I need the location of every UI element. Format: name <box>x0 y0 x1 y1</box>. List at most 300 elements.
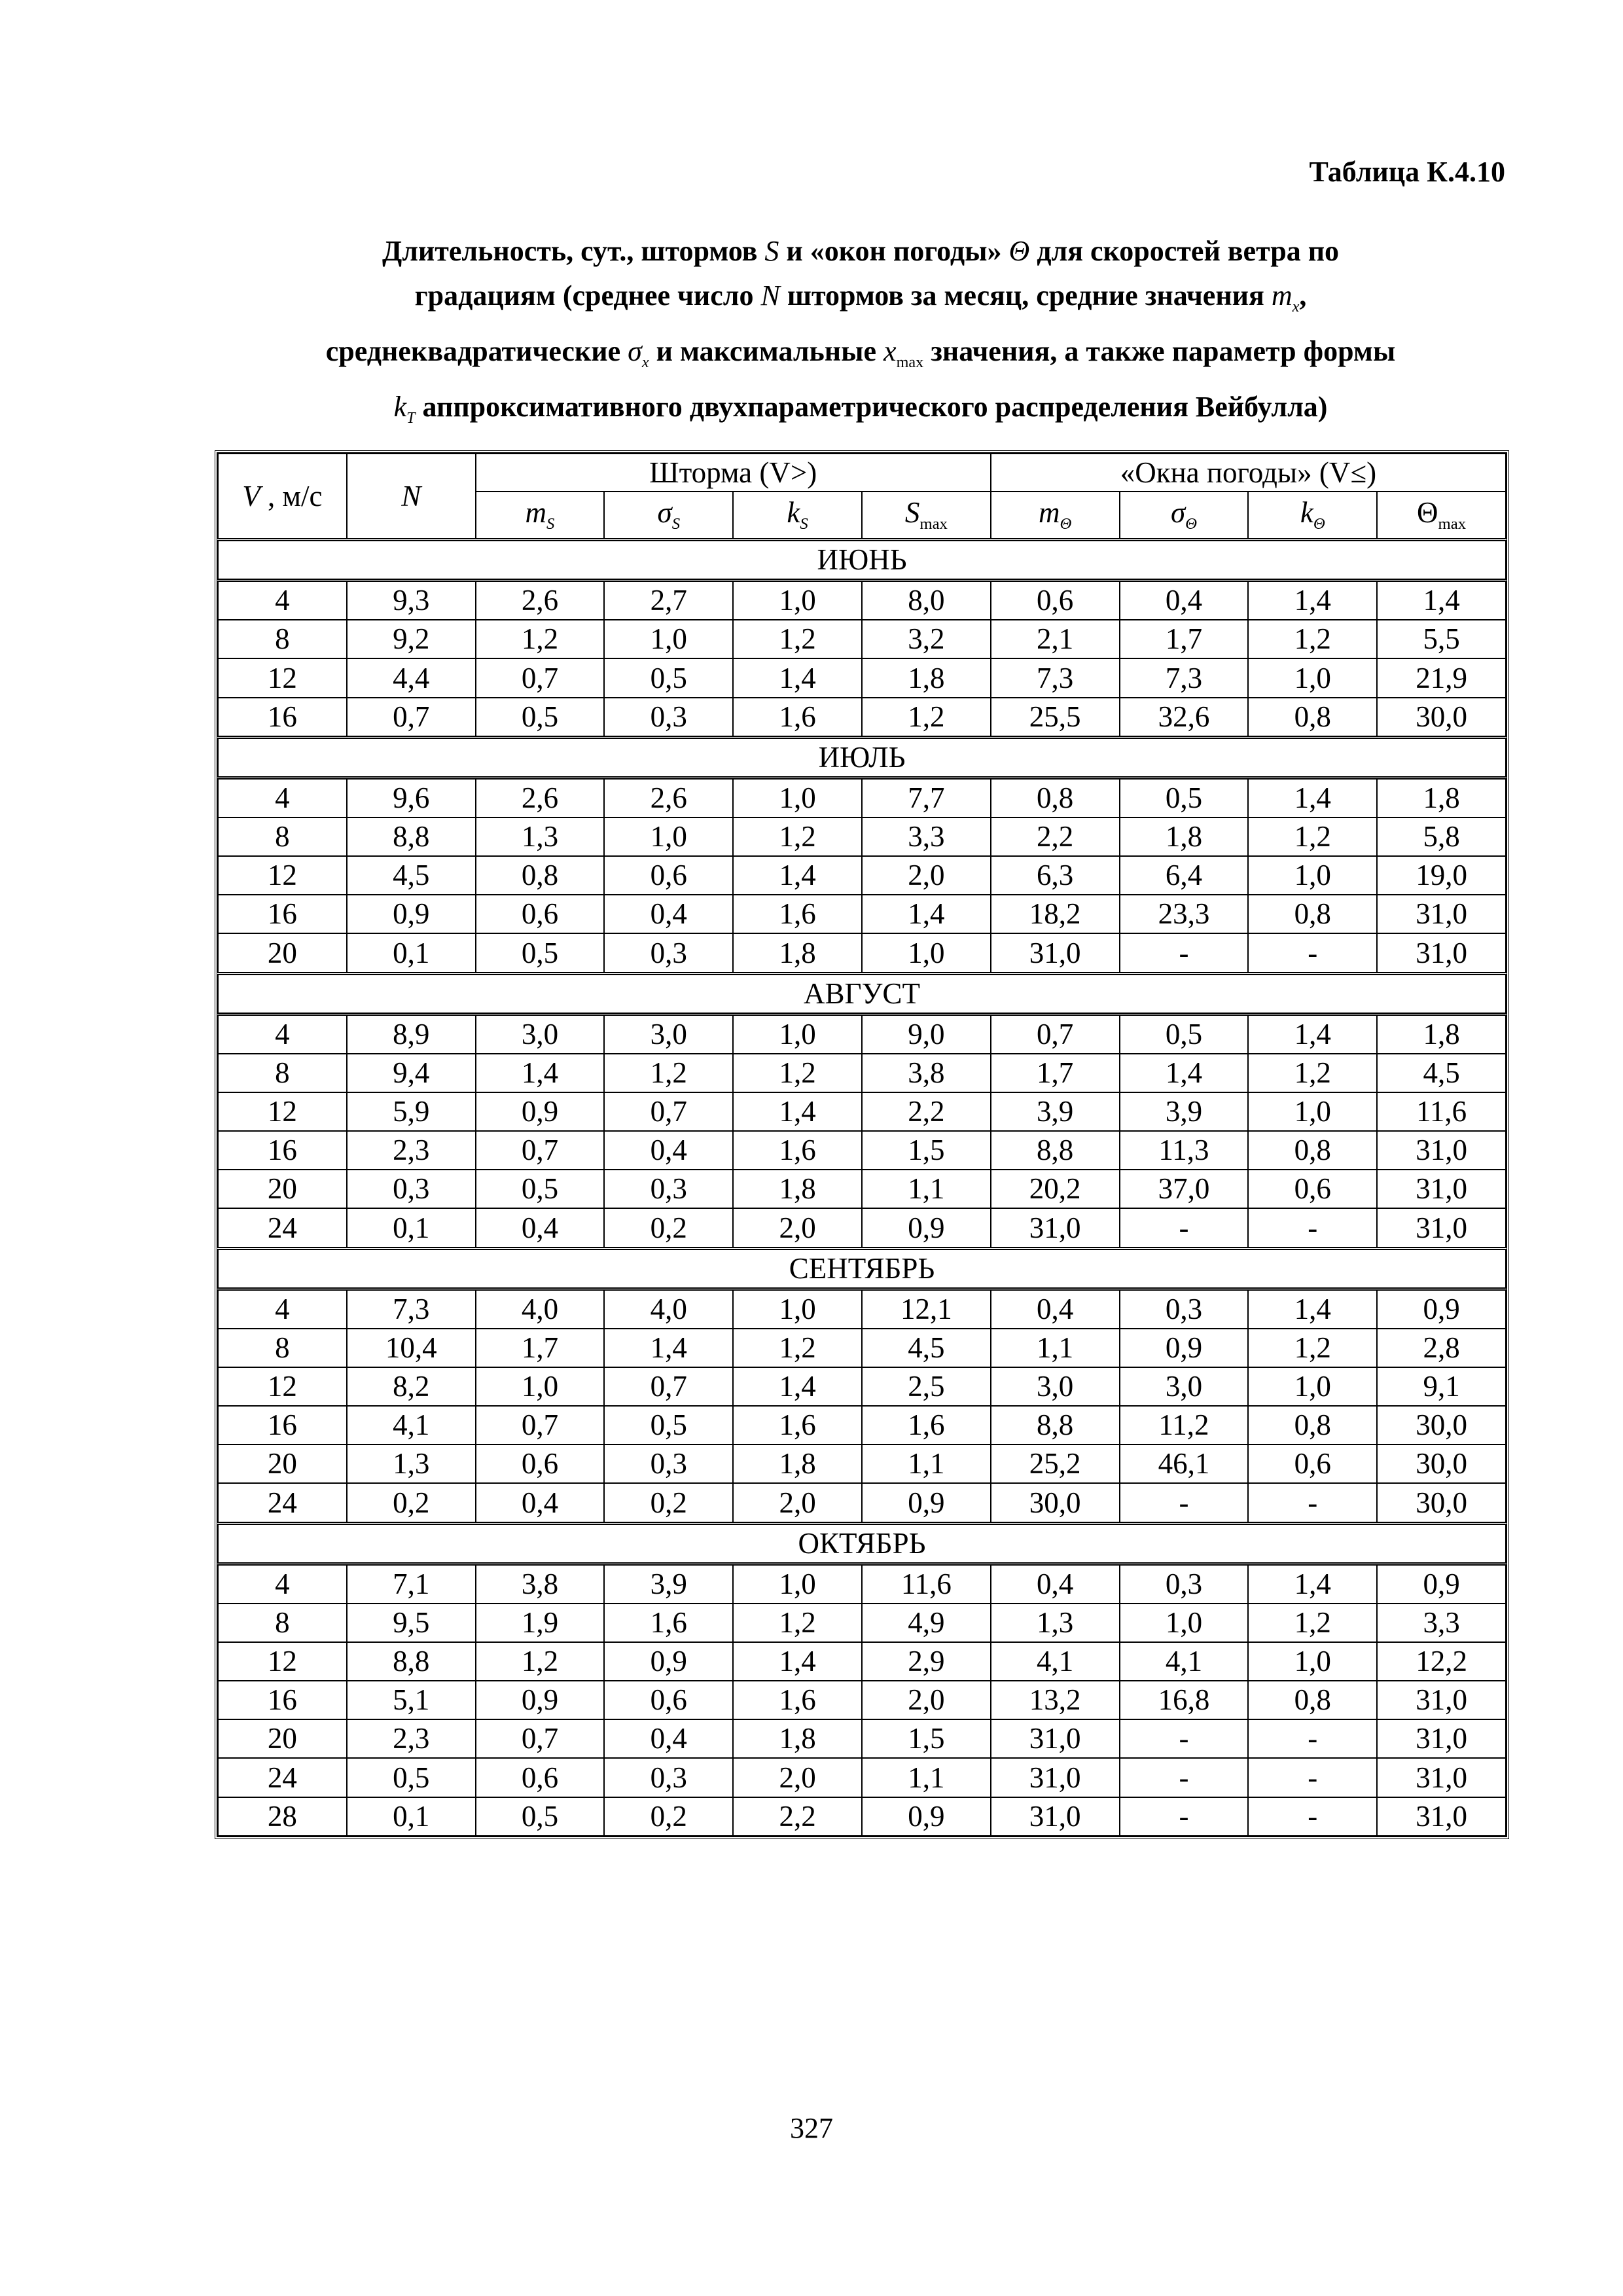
table-cell: 2,0 <box>733 1208 862 1248</box>
table-cell: 1,0 <box>604 817 733 856</box>
table-cell: 0,5 <box>1120 778 1249 817</box>
table-cell: 0,9 <box>1377 1564 1506 1604</box>
table-body <box>218 540 1506 1837</box>
caption-subscript-x: x <box>1292 297 1300 315</box>
caption-symbol-m: m <box>1271 279 1293 312</box>
table-cell: 4,4 <box>347 658 476 697</box>
table-cell: - <box>1120 1758 1249 1797</box>
caption-text: и максимальные <box>649 334 884 367</box>
table-cell: 0,3 <box>347 1170 476 1208</box>
table-cell: 1,4 <box>862 895 991 933</box>
table-cell: 1,6 <box>733 698 862 738</box>
table-cell: 1,6 <box>604 1604 733 1642</box>
table-cell: 0,6 <box>1248 1170 1377 1208</box>
table-cell: 16 <box>218 1406 347 1444</box>
col-header-mean-s <box>476 492 605 540</box>
table-cell: 12 <box>218 856 347 895</box>
table-cell: 25,5 <box>991 698 1120 738</box>
table-cell: 1,7 <box>476 1329 605 1367</box>
table-cell: 11,6 <box>862 1564 991 1604</box>
col-symbol: k <box>1300 495 1313 529</box>
table-cell: 0,3 <box>1120 1564 1249 1604</box>
col-subscript: max <box>1438 514 1467 533</box>
table-row <box>218 778 1506 817</box>
table-cell: 1,7 <box>991 1054 1120 1092</box>
table-cell: 0,7 <box>476 1719 605 1758</box>
table-cell: 0,8 <box>476 856 605 895</box>
table-cell: - <box>1120 1208 1249 1248</box>
table-cell: - <box>1120 1719 1249 1758</box>
group-header-weather-windows: «Окна погоды» (V≤) <box>991 454 1506 492</box>
table-cell: 1,2 <box>862 698 991 738</box>
month-label: ИЮЛЬ <box>218 737 1506 778</box>
table-cell: 12 <box>218 1092 347 1131</box>
table-cell: 24 <box>218 1208 347 1248</box>
table-cell: 2,7 <box>604 581 733 620</box>
table-row <box>218 1642 1506 1681</box>
table-cell: 0,1 <box>347 933 476 973</box>
table-cell: 1,8 <box>733 1170 862 1208</box>
table-cell: 0,5 <box>476 698 605 738</box>
table-row <box>218 658 1506 697</box>
caption-symbol-k: k <box>393 390 407 423</box>
table-cell: 2,0 <box>733 1758 862 1797</box>
table-cell: 1,8 <box>733 1719 862 1758</box>
table-cell: 1,9 <box>476 1604 605 1642</box>
col-header-max-s <box>862 492 991 540</box>
table-cell: 0,6 <box>604 856 733 895</box>
table-cell: 1,0 <box>733 581 862 620</box>
table-cell: 0,7 <box>476 658 605 697</box>
col-symbol: S <box>904 495 920 529</box>
table-cell: 0,4 <box>991 1289 1120 1329</box>
table-cell: 30,0 <box>1377 698 1506 738</box>
table-cell: 1,6 <box>733 1131 862 1170</box>
table-cell: 8,8 <box>347 1642 476 1681</box>
table-cell: 2,5 <box>862 1367 991 1406</box>
table-cell: 8,0 <box>862 581 991 620</box>
caption-symbol-s: S <box>764 235 779 267</box>
table-cell: 0,7 <box>604 1092 733 1131</box>
table-cell: 2,0 <box>862 856 991 895</box>
table-cell: 0,5 <box>476 933 605 973</box>
table-cell: 1,7 <box>1120 620 1249 658</box>
table-cell: 9,1 <box>1377 1367 1506 1406</box>
table-cell: 9,2 <box>347 620 476 658</box>
table-cell: 0,5 <box>476 1797 605 1836</box>
table-cell: 10,4 <box>347 1329 476 1367</box>
table-cell: 4 <box>218 1564 347 1604</box>
table-cell: 3,0 <box>991 1367 1120 1406</box>
caption-line-3 <box>216 329 1505 385</box>
table-cell: 31,0 <box>991 1797 1120 1836</box>
table-cell: 1,2 <box>733 1054 862 1092</box>
table-cell: 0,8 <box>1248 1406 1377 1444</box>
table-cell: 1,5 <box>862 1719 991 1758</box>
table-cell: 12 <box>218 658 347 697</box>
table-cell: 8,9 <box>347 1014 476 1054</box>
table-cell: 1,4 <box>1377 581 1506 620</box>
table-cell: 0,8 <box>1248 1131 1377 1170</box>
table-cell: 1,1 <box>991 1329 1120 1367</box>
table-cell: 2,6 <box>604 778 733 817</box>
table-cell: 5,5 <box>1377 620 1506 658</box>
table-cell: 9,0 <box>862 1014 991 1054</box>
table-cell: 1,0 <box>862 933 991 973</box>
table-cell: 0,1 <box>347 1797 476 1836</box>
table-cell: 0,5 <box>604 1406 733 1444</box>
table-cell: 32,6 <box>1120 698 1249 738</box>
table-cell: 18,2 <box>991 895 1120 933</box>
table-cell: 20,2 <box>991 1170 1120 1208</box>
table-cell: - <box>1120 1797 1249 1836</box>
caption-symbol-x: x <box>883 334 897 367</box>
table-row <box>218 895 1506 933</box>
table-cell: 0,5 <box>476 1170 605 1208</box>
table-cell: 0,4 <box>1120 581 1249 620</box>
table-cell: - <box>1248 933 1377 973</box>
table-cell: 0,3 <box>604 698 733 738</box>
table-cell: 24 <box>218 1758 347 1797</box>
table-cell: 0,2 <box>604 1483 733 1523</box>
table-cell: 1,8 <box>733 933 862 973</box>
table-cell: 1,4 <box>604 1329 733 1367</box>
table-row <box>218 1367 1506 1406</box>
table-cell: 7,3 <box>991 658 1120 697</box>
table-cell: 3,9 <box>604 1564 733 1604</box>
month-row <box>218 1248 1506 1289</box>
table-cell: 1,4 <box>1248 1564 1377 1604</box>
table-cell: 0,3 <box>1120 1289 1249 1329</box>
table-cell: 0,6 <box>476 1758 605 1797</box>
table-cell: 0,3 <box>604 1758 733 1797</box>
table-cell: 2,2 <box>991 817 1120 856</box>
table-cell: 2,3 <box>347 1131 476 1170</box>
table-row <box>218 1329 1506 1367</box>
table-cell: 6,3 <box>991 856 1120 895</box>
month-row <box>218 973 1506 1014</box>
table-row <box>218 1681 1506 1719</box>
table-cell: 8 <box>218 1329 347 1367</box>
caption-subscript-max: max <box>896 353 924 371</box>
table-cell: 5,8 <box>1377 817 1506 856</box>
table-cell: 1,4 <box>1248 778 1377 817</box>
table-cell: 5,1 <box>347 1681 476 1719</box>
table-cell: 31,0 <box>991 1719 1120 1758</box>
table-number: Таблица К.4.10 <box>1309 156 1505 188</box>
table-cell: 0,6 <box>476 1444 605 1483</box>
table-cell: 31,0 <box>991 1758 1120 1797</box>
table-cell: 4,5 <box>347 856 476 895</box>
table-cell: 0,2 <box>347 1483 476 1523</box>
group-header-storms: Шторма (V>) <box>476 454 991 492</box>
table-cell: 1,4 <box>1248 581 1377 620</box>
table-cell: 1,2 <box>1248 1604 1377 1642</box>
table-row <box>218 1604 1506 1642</box>
table-cell: 1,8 <box>1120 817 1249 856</box>
col-header-n <box>347 454 476 540</box>
table-cell: 1,4 <box>1248 1014 1377 1054</box>
col-subscript: Θ <box>1185 514 1198 533</box>
table-cell: 1,8 <box>1377 778 1506 817</box>
caption-symbol-sigma: σ <box>628 334 642 367</box>
table-cell: 3,8 <box>476 1564 605 1604</box>
table-cell: 8 <box>218 1054 347 1092</box>
table-cell: 1,3 <box>476 817 605 856</box>
table-cell: 20 <box>218 1719 347 1758</box>
table-cell: 8,8 <box>991 1406 1120 1444</box>
table-cell: 1,3 <box>347 1444 476 1483</box>
table-cell: 2,1 <box>991 620 1120 658</box>
table-cell: 0,3 <box>604 933 733 973</box>
col-symbol: Θ <box>1417 495 1438 529</box>
table-cell: 1,2 <box>1248 817 1377 856</box>
caption-symbol-theta: Θ <box>1008 235 1030 267</box>
table-cell: 8 <box>218 620 347 658</box>
table-cell: 9,4 <box>347 1054 476 1092</box>
caption-text: градациям (среднее число <box>414 279 761 312</box>
table-cell: 0,6 <box>476 895 605 933</box>
table-cell: 1,1 <box>862 1170 991 1208</box>
table-cell: 4 <box>218 778 347 817</box>
caption-text: аппроксимативного двухпараметрического распределения Вейбулла) <box>415 390 1328 423</box>
col-header-v <box>218 454 347 540</box>
table-cell: - <box>1248 1797 1377 1836</box>
col-header-stddev-s <box>604 492 733 540</box>
table-cell: 1,0 <box>1248 1367 1377 1406</box>
table-cell: 1,4 <box>733 1642 862 1681</box>
table-cell: 1,6 <box>862 1406 991 1444</box>
caption-symbol-n: N <box>760 279 780 312</box>
table-cell: 0,7 <box>476 1131 605 1170</box>
table-cell: 1,6 <box>733 1681 862 1719</box>
table-cell: 4,0 <box>604 1289 733 1329</box>
table-cell: 3,3 <box>862 817 991 856</box>
table-cell: 1,2 <box>733 1329 862 1367</box>
table-cell: 9,3 <box>347 581 476 620</box>
table-cell: 1,3 <box>991 1604 1120 1642</box>
table-cell: 0,5 <box>604 658 733 697</box>
table-cell: - <box>1248 1758 1377 1797</box>
table-cell: 31,0 <box>1377 1758 1506 1797</box>
table-cell: 31,0 <box>991 1208 1120 1248</box>
table-cell: 6,4 <box>1120 856 1249 895</box>
caption-text: для скоростей ветра по <box>1029 235 1340 267</box>
caption-text: среднеквадратические <box>325 334 628 367</box>
table-cell: 1,4 <box>1120 1054 1249 1092</box>
table-cell: 0,3 <box>604 1170 733 1208</box>
table-row <box>218 1014 1506 1054</box>
table-cell: 2,3 <box>347 1719 476 1758</box>
table-cell: 16 <box>218 1131 347 1170</box>
table-cell: 1,6 <box>733 1406 862 1444</box>
table-cell: 4,1 <box>1120 1642 1249 1681</box>
table-cell: 4,1 <box>347 1406 476 1444</box>
table-cell: 0,4 <box>604 1719 733 1758</box>
month-label: СЕНТЯБРЬ <box>218 1248 1506 1289</box>
col-symbol: m <box>1038 495 1060 529</box>
table-cell: 12,2 <box>1377 1642 1506 1681</box>
table-cell: 1,2 <box>1248 1054 1377 1092</box>
table-cell: 2,0 <box>862 1681 991 1719</box>
table-cell: 1,8 <box>1377 1014 1506 1054</box>
table-cell: 2,9 <box>862 1642 991 1681</box>
caption-line-4 <box>216 385 1505 440</box>
table-cell: 0,7 <box>991 1014 1120 1054</box>
table-cell: 1,4 <box>733 658 862 697</box>
table-row <box>218 1289 1506 1329</box>
table-cell: 0,6 <box>604 1681 733 1719</box>
table-cell: 0,7 <box>604 1367 733 1406</box>
table-cell: 31,0 <box>991 933 1120 973</box>
month-label: ИЮНЬ <box>218 540 1506 581</box>
table-cell: 12 <box>218 1367 347 1406</box>
table-cell: 8,8 <box>991 1131 1120 1170</box>
table-row <box>218 1054 1506 1092</box>
table-cell: 5,9 <box>347 1092 476 1131</box>
table-row <box>218 581 1506 620</box>
table-cell: 1,2 <box>733 1604 862 1642</box>
table-cell: 1,2 <box>733 620 862 658</box>
table-cell: 0,8 <box>1248 1681 1377 1719</box>
table-cell: 0,6 <box>991 581 1120 620</box>
table-cell: 3,8 <box>862 1054 991 1092</box>
table-cell: 1,0 <box>1248 1642 1377 1681</box>
caption-subscript-x: x <box>641 353 649 371</box>
month-label: ОКТЯБРЬ <box>218 1523 1506 1564</box>
table-row <box>218 1797 1506 1836</box>
table-cell: 16,8 <box>1120 1681 1249 1719</box>
table-cell: 8 <box>218 1604 347 1642</box>
table-cell: 19,0 <box>1377 856 1506 895</box>
table-cell: 1,0 <box>604 620 733 658</box>
table-cell: 0,9 <box>476 1681 605 1719</box>
table-cell: - <box>1248 1719 1377 1758</box>
table-cell: 12 <box>218 1642 347 1681</box>
table-cell: 1,0 <box>733 1564 862 1604</box>
table-cell: 1,0 <box>1248 856 1377 895</box>
table-cell: 0,4 <box>476 1208 605 1248</box>
table-cell: 1,2 <box>476 1642 605 1681</box>
table-cell: - <box>1248 1483 1377 1523</box>
table-cell: 1,8 <box>862 658 991 697</box>
table-cell: 0,1 <box>347 1208 476 1248</box>
table-cell: 0,9 <box>862 1483 991 1523</box>
table-cell: 2,0 <box>733 1483 862 1523</box>
caption-text: , <box>1299 279 1307 312</box>
table-cell: 2,6 <box>476 778 605 817</box>
table-cell: 0,9 <box>862 1797 991 1836</box>
table-row <box>218 856 1506 895</box>
table-cell: 2,6 <box>476 581 605 620</box>
table-cell: 1,4 <box>733 856 862 895</box>
month-label: АВГУСТ <box>218 973 1506 1014</box>
data-table <box>217 453 1507 1837</box>
table-cell: 1,5 <box>862 1131 991 1170</box>
table-cell: 0,4 <box>991 1564 1120 1604</box>
table-cell: 11,2 <box>1120 1406 1249 1444</box>
table-cell: 0,8 <box>991 778 1120 817</box>
month-row <box>218 540 1506 581</box>
col-symbol: σ <box>657 495 672 529</box>
table-cell: 0,4 <box>604 895 733 933</box>
table-cell: 1,0 <box>733 778 862 817</box>
table-cell: 4,0 <box>476 1289 605 1329</box>
table-cell: 3,0 <box>476 1014 605 1054</box>
table-cell: 30,0 <box>991 1483 1120 1523</box>
table-cell: 3,9 <box>991 1092 1120 1131</box>
col-subscript: max <box>919 514 948 533</box>
table-cell: 1,2 <box>733 817 862 856</box>
table-cell: 20 <box>218 1444 347 1483</box>
table-row <box>218 1092 1506 1131</box>
table-cell: 0,8 <box>1248 895 1377 933</box>
table-cell: 16 <box>218 698 347 738</box>
table-cell: 1,1 <box>862 1444 991 1483</box>
col-header-shape-theta <box>1248 492 1377 540</box>
table-cell: 13,2 <box>991 1681 1120 1719</box>
table-cell: 4 <box>218 1014 347 1054</box>
table-cell: 1,4 <box>1248 1289 1377 1329</box>
table-cell: 9,6 <box>347 778 476 817</box>
caption-text: штормов за месяц, средние значения <box>779 279 1272 312</box>
col-header-stddev-theta <box>1120 492 1249 540</box>
table-cell: 1,2 <box>1248 620 1377 658</box>
table-cell: 16 <box>218 1681 347 1719</box>
caption-text: Длительность, сут., штормов <box>382 235 765 267</box>
table-cell: 0,7 <box>476 1406 605 1444</box>
table-row <box>218 1406 1506 1444</box>
col-symbol: m <box>525 495 547 529</box>
table-cell: 31,0 <box>1377 1797 1506 1836</box>
month-row <box>218 737 1506 778</box>
table-cell: 12,1 <box>862 1289 991 1329</box>
table-cell: 31,0 <box>1377 1208 1506 1248</box>
table-cell: - <box>1120 1483 1249 1523</box>
table-cell: 3,0 <box>1120 1367 1249 1406</box>
table-cell: 25,2 <box>991 1444 1120 1483</box>
page-number: 327 <box>790 2112 833 2144</box>
table-cell: 8,8 <box>347 817 476 856</box>
table-cell: 1,4 <box>476 1054 605 1092</box>
table-cell: 1,4 <box>733 1092 862 1131</box>
table-row <box>218 933 1506 973</box>
table-cell: 30,0 <box>1377 1444 1506 1483</box>
table-cell: 4 <box>218 581 347 620</box>
caption-subscript-t: T <box>406 408 416 427</box>
table-cell: 8 <box>218 817 347 856</box>
col-header-max-theta <box>1377 492 1506 540</box>
table-cell: 3,0 <box>604 1014 733 1054</box>
table-cell: - <box>1248 1208 1377 1248</box>
col-subscript: Θ <box>1060 514 1072 533</box>
table-cell: 4,9 <box>862 1604 991 1642</box>
caption-text: значения, а также параметр формы <box>923 334 1396 367</box>
table-cell: 3,9 <box>1120 1092 1249 1131</box>
table-row <box>218 817 1506 856</box>
table-cell: 1,4 <box>733 1367 862 1406</box>
table-cell: 1,8 <box>733 1444 862 1483</box>
table-cell: 2,2 <box>733 1797 862 1836</box>
col-subscript: S <box>671 514 681 533</box>
table-cell: 0,4 <box>604 1131 733 1170</box>
table-cell: 0,8 <box>1248 698 1377 738</box>
table-cell: 1,0 <box>733 1289 862 1329</box>
col-header-shape-s <box>733 492 862 540</box>
table-cell: 31,0 <box>1377 1131 1506 1170</box>
caption-text: и «окон погоды» <box>779 235 1009 267</box>
table-cell: 0,9 <box>1120 1329 1249 1367</box>
